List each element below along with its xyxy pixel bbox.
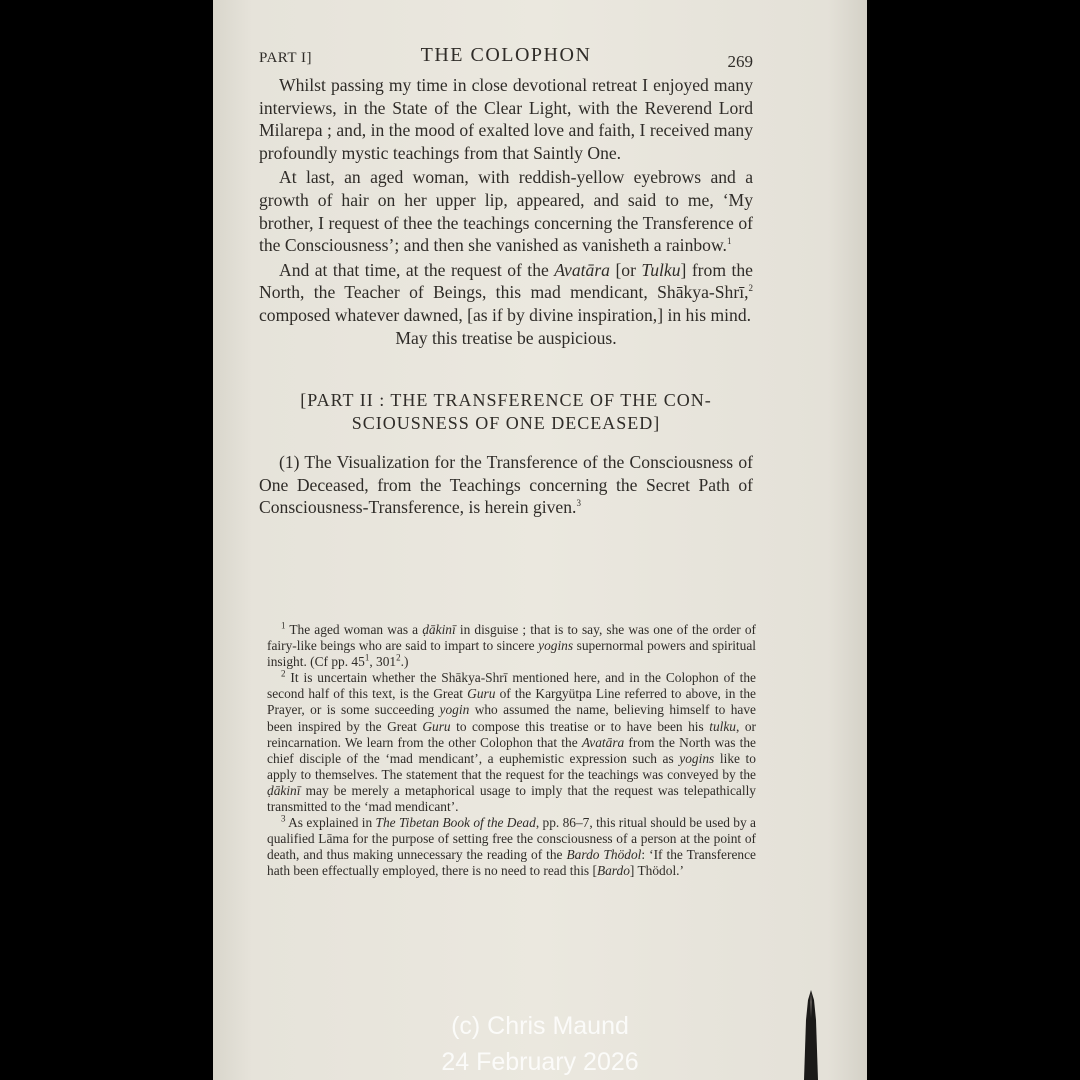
footnote-2: [267, 670, 756, 815]
footnote-3-text-a: As explained in: [288, 815, 373, 831]
footnote-ref-1: 1: [726, 236, 732, 247]
footnote-2-text-f: from the North was the chief disciple of the ‘mad mendicant’, a euphemistic expression such as: [267, 734, 756, 766]
footnote-3-text-c: : ‘If the Transference hath been effectually employed, there is no need to read this [: [267, 847, 756, 879]
yogin-term: yogin: [439, 702, 470, 718]
dakini-term-2: ḍākinī: [267, 782, 301, 798]
footnotes: [267, 622, 756, 880]
footnote-2-text-d: to compose this treatise or to have been his: [456, 718, 704, 734]
footnote-ref-3: 3: [576, 498, 581, 509]
footnote-2-text-a: It is uncertain whether the Shākya-Shrī mentioned here, and in the Colophon of the second half of this text, is the Great: [267, 670, 756, 702]
footnote-ref-2: 2: [748, 283, 753, 294]
footnote-1-text-d: , 301: [369, 654, 397, 670]
closing-line: May this treatise be auspicious.: [395, 327, 617, 348]
yogins-term: yogins: [538, 638, 574, 654]
page-number: 269: [727, 52, 753, 71]
main-text: [259, 74, 753, 519]
footnote-3-number: 3: [281, 813, 286, 824]
header-part-label: PART I]: [259, 50, 313, 66]
paragraph-request-text-c: ] from the North, the Teacher of Beings, this mad mendicant, Shākya-Shrī,: [259, 259, 753, 303]
footnote-1-text-a: The aged woman was a: [289, 622, 419, 637]
yogins-term-2: yogins: [679, 750, 715, 766]
footnote-1-sup-2: 2: [396, 652, 401, 663]
bardo-term: Bardo: [596, 863, 630, 879]
book-page: [213, 0, 867, 1080]
paragraph-request-text-d: composed whatever dawned, [as if by divine inspiration,] in his mind.: [259, 304, 752, 325]
footnote-1-number: 1: [281, 620, 286, 631]
guru-term: Guru: [467, 686, 496, 702]
footnote-2-text-c: who assumed the name, believing himself to have been inspired by the Great: [267, 702, 756, 734]
section-heading-line-2: SCIOUSNESS OF ONE DECEASED]: [351, 413, 661, 434]
paragraph-visualization: [259, 451, 753, 519]
watermark-copyright: (c) Chris Maund: [451, 1012, 629, 1040]
paragraph-visualization-text: (1) The Visualization for the Transference of the Consciousness of One Deceased, from the Teachings concerning the Secret Path of Consciousness-Transference, is herein given.: [259, 452, 753, 518]
paragraph-aged-woman: [259, 166, 753, 256]
watermark-date: 24 February 2026: [441, 1048, 639, 1076]
guru-term-2: Guru: [422, 718, 451, 734]
footnote-2-text-g: like to apply to themselves. The statement that the request for the teachings was conveyed by the: [267, 750, 756, 782]
book-title: The Tibetan Book of the Dead: [375, 815, 536, 831]
tulku-term: Tulku: [641, 259, 681, 280]
footnote-2-text-e: , or reincarnation. We learn from the other Colophon that the: [267, 718, 756, 750]
header-title: THE COLOPHON: [420, 44, 592, 66]
footnote-1-text-b: in disguise ; that is to say, she was one of the order of fairy-like beings who are said to impart to sincere: [267, 622, 756, 654]
footnote-3-text-b: , pp. 86–7, this ritual should be used by a qualified Lāma for the purpose of setting free the consciousness of a person at the point of death, and thus making unnecessary the reading of the: [267, 815, 756, 863]
footnote-2-text-b: of the Kargyütpa Line referred to above, in the Prayer, or is some succeeding: [267, 686, 756, 718]
section-heading: [259, 389, 753, 435]
avatara-term: Avatāra: [554, 259, 610, 280]
running-header: [259, 42, 753, 70]
footnote-1-text-c: supernormal powers and spiritual insight. (Cf pp. 45: [267, 638, 757, 670]
paragraph-aged-woman-text: At last, an aged woman, with reddish-yellow eyebrows and a growth of hair on her upper lip, appeared, and said to me, ‘My brother, I request of thee the teachings concerning the Transference of the Consciousness’; and then she vanished as vanisheth a rainbow.: [259, 167, 753, 256]
footnote-1-text-e: .): [400, 654, 409, 670]
footnote-1-sup-1: 1: [364, 652, 370, 663]
paragraph-request-text-a: And at that time, at the request of the: [279, 259, 549, 280]
footnote-3-text-d: ] Thödol.’: [629, 863, 684, 879]
footnote-1: [267, 622, 756, 670]
tulku-term-2: tulku: [709, 718, 736, 734]
section-heading-line-1: [PART II : THE TRANSFERENCE OF THE CON-: [300, 390, 712, 411]
footnote-3: [267, 815, 756, 879]
avatara-term-2: Avatāra: [581, 734, 625, 750]
bardo-thodol-term: Bardo Thödol: [566, 847, 642, 863]
copyright-watermark: [0, 1008, 1080, 1080]
paragraph-milarepa: Whilst passing my time in close devotional retreat I enjoyed many interviews, in the State of the Clear Light, with the Reverend Lord Milarepa ; and, in the mood of exalted love and faith, I received many profoundly mystic teachings from that Saintly One.: [259, 75, 753, 163]
footnote-2-text-h: may be merely a metaphorical usage to imply that the request was telepathically transmitted to the ‘mad mendicant’.: [267, 782, 756, 815]
dakini-term: ḍākinī: [422, 622, 456, 637]
footnote-2-number: 2: [281, 668, 286, 679]
paragraph-request-text-b: [or: [615, 259, 636, 280]
paragraph-request: [259, 259, 753, 327]
